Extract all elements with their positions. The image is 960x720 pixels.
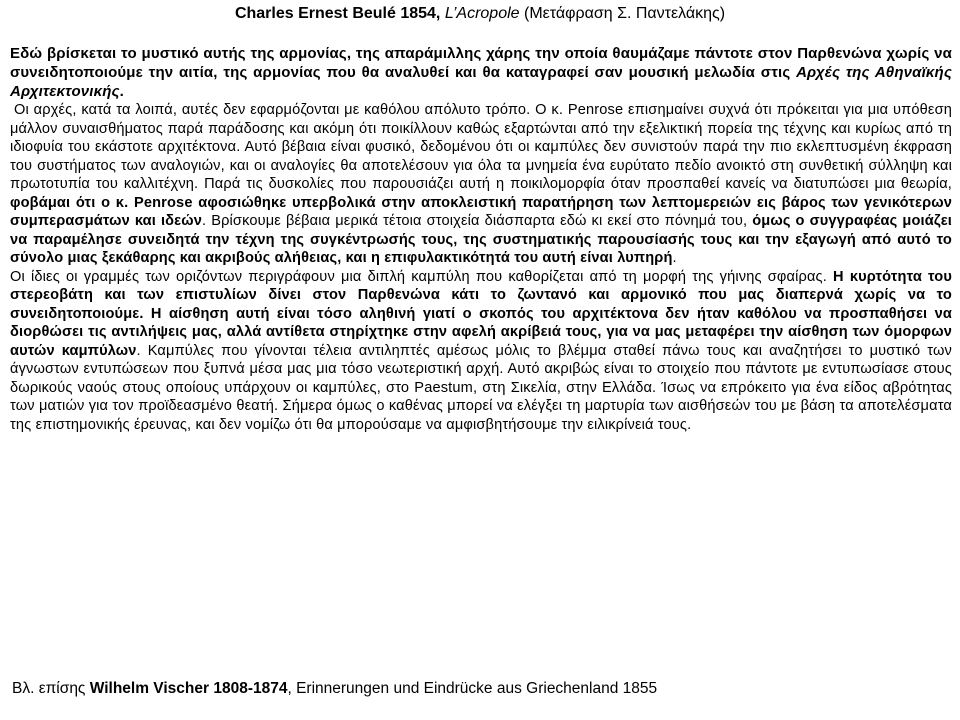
document-body <box>10 44 952 434</box>
title-work: L’Acropole <box>444 5 520 22</box>
paragraph-curves-text-a: Οι ίδιες οι γραμμές των οριζόντων περιγράφουν μια διπλή καμπύλη που καθορίζεται από τη μορφή της γήινης σφαίρας. <box>10 268 834 285</box>
paragraph-principles-text-a: Οι αρχές, κατά τα λοιπά, αυτές δεν εφαρμόζονται με καθόλου απόλυτο τρόπο. Ο κ. Penrose επισημαίνει συχνά ότι πρόκειται για μια υπόθεση μάλλον συναισθήματος παρά παράδοσης και ακόμη ότι ποικίλλουν καθώς εξαρτώνται από την εξελικτική πορεία της τέχνης και κυρίως από τη ιδιοφυία του εκάστοτε αρχιτέκτονα. Αυτό βέβαια είναι φυσικό, δεδομένου ότι οι καμπύλες δεν συνιστούν παρά την πιο εκλεπτυσμένη έκφραση του συστήματος των αναλογιών, και οι αναλογίες θα αποτελέσουν για όλα τα μνημεία ένα ευρύτατο πεδίο ανοικτό στη συνθετική σύλληψη και πρωτοτυπία του καλλιτέχνη. Παρά τις δυσκολίες που παρουσιάζει αυτή η ποικιλομορφία όταν προσπαθεί κανείς να διατυπώσει μια θεωρία, <box>10 102 952 192</box>
paragraph-principles-text-c: . <box>672 250 677 266</box>
paragraph-intro <box>10 44 952 101</box>
footer-title: , Erinnerungen und Eindrücke aus Griechenland 1855 <box>287 680 658 697</box>
paragraph-curves-bold-a: Η κυρτότητα του στερεοβάτη και των επιστυλίων δίνει στον Παρθενώνα κάτι το ζωντανό και αρμονικό που μας διαπερνά χωρίς να το συνειδητοποιούμε. Η αίσθηση αυτή είναι τόσο αληθινή γιατί ο σκοπός του αρχιτέκτονα δεν ήταν καθόλου να προσπαθήσει να διορθώσει τις αντιλήψεις μας, αλλά αντίθετα στηρίχτηκε στην αφελή ακρίβειά τους, για να μας μεταφέρει την αίσθηση των όμορφων αυτών καμπύλων <box>10 268 953 359</box>
paragraph-intro-end: . <box>119 83 124 100</box>
paragraph-principles-bold-b: όμως ο συγγραφέας μοιάζει να παραμέλησε συνειδητά την τέχνη της συγκέντρωσής τους, της συστηματικής παρουσίασής τους και την εξαγωγή από αυτό το σύνολο μιας ξεκάθαρης και ακριβούς αλήθειας, και η επιφυλακτικότητά του αυτή είναι λυπηρή <box>10 213 952 266</box>
footer-reference <box>12 679 952 699</box>
paragraph-intro-bold: Εδώ βρίσκεται το μυστικό αυτής της αρμονίας, της απαράμιλλης χάρης την οποία θαυμάζαμε πάντοτε στον Παρθενώνα χωρίς να συνειδητοποιούμε την αιτία, της αρμονίας που θα αναλυθεί και θα καταγραφεί σαν μουσική μελωδία στις <box>10 45 952 81</box>
paragraph-intro-book-title: Αρχές της Αθηναϊκής Αρχιτεκτονικής <box>10 64 952 100</box>
paragraph-principles-bold-a: φοβάμαι ότι ο κ. Penrose αφοσιώθηκε υπερβολικά στην αποκλειστική παρατήρηση των λεπτομερειών εις βάρος των γενικότερων συμπερασμάτων και ιδεών <box>10 194 952 229</box>
title-translation: (Μετάφραση Σ. Παντελάκης) <box>524 5 726 22</box>
footer-prefix: Βλ. επίσης <box>12 680 90 697</box>
footer-author: Wilhelm Vischer 1808-1874 <box>89 680 288 697</box>
paragraph-principles-text-b: . Βρίσκουμε βέβαια μερικά τέτοια στοιχεία διάσπαρτα εδώ κι εκεί στο πόνημά του, <box>202 213 753 229</box>
paragraph-curves <box>10 268 952 435</box>
title-author-year: Charles Ernest Beulé 1854, <box>234 5 441 22</box>
paragraph-curves-text-b: . Καμπύλες που γίνονται τέλεια αντιληπτές αμέσως μόλις το βλέμμα σταθεί πάνω τους και αναζητήσει το μυστικό των άγνωστων εντυπώσεων που ξυπνά μέσα μας μια τόσο νεωτεριστική αρχή. Αυτό ακριβώς είναι το στοιχείο που πάντοτε με εντυπωσίασε στους δωρικούς ναούς στους οποίους υπάρχουν οι καμπύλες, στο Paestum, στη Σικελία, στην Ελλάδα. Ίσως να επρόκειτο για ένα είδος αβρότητας των ματιών για τον προϊδεασμένο θεατή. Σήμερα όμως ο καθένας μπορεί να ελέγξει τη μαρτυρία των αισθήσεών του με βάση τα αποτελέσματα της επιστημονικής έρευνας, και δεν νομίζω ότι θα μπορούσαμε να αμφισβητήσουμε την ειλικρίνειά τους. <box>10 342 952 433</box>
paragraph-principles <box>10 101 952 268</box>
page-title <box>0 3 960 25</box>
